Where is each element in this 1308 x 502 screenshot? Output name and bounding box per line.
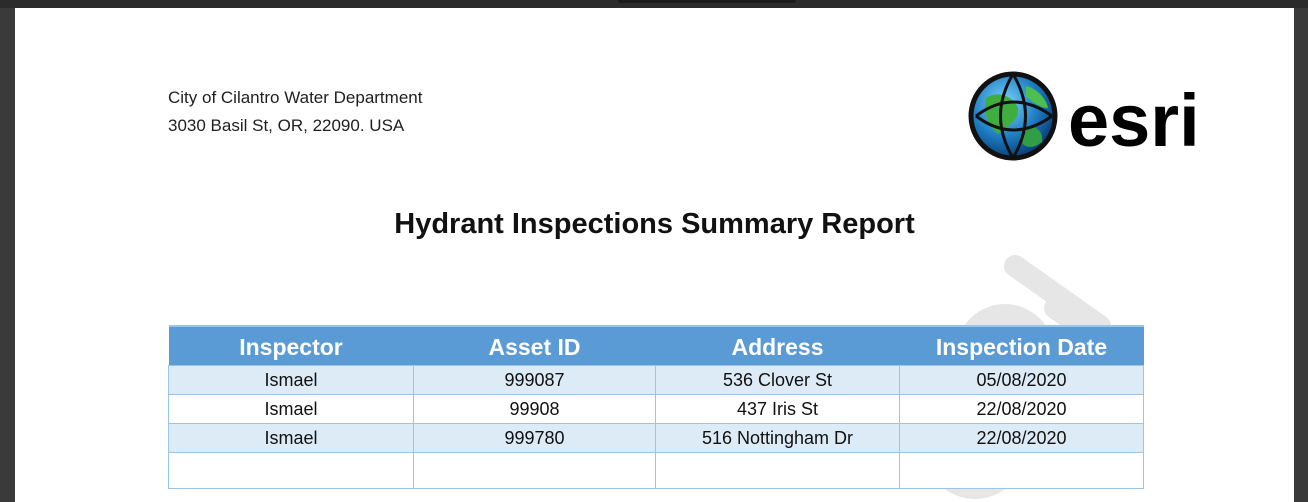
table-header-row — [169, 326, 1144, 366]
table-row — [169, 395, 1144, 424]
cell-inspection-date: 22/08/2020 — [900, 395, 1144, 424]
document-page — [15, 8, 1294, 502]
column-header-inspection-date: Inspection Date — [900, 326, 1144, 366]
cell-asset-id — [414, 453, 656, 489]
table-row — [169, 424, 1144, 453]
org-address-block — [168, 84, 422, 140]
cell-inspector: Ismael — [169, 366, 414, 395]
table-row-empty — [169, 453, 1144, 489]
cell-address: 536 Clover St — [656, 366, 900, 395]
cell-inspector: Ismael — [169, 395, 414, 424]
cell-inspection-date: 05/08/2020 — [900, 366, 1144, 395]
org-street-address: 3030 Basil St, OR, 22090. USA — [168, 116, 405, 135]
cell-address: 516 Nottingham Dr — [656, 424, 900, 453]
esri-logo — [968, 68, 1228, 168]
cell-address — [656, 453, 900, 489]
cell-asset-id: 999087 — [414, 366, 656, 395]
globe-icon — [971, 74, 1055, 158]
cell-inspection-date — [900, 453, 1144, 489]
cell-asset-id: 99908 — [414, 395, 656, 424]
inspections-table — [168, 325, 1144, 489]
column-header-asset-id: Asset ID — [414, 326, 656, 366]
column-header-address: Address — [656, 326, 900, 366]
cell-inspection-date: 22/08/2020 — [900, 424, 1144, 453]
cell-asset-id: 999780 — [414, 424, 656, 453]
report-title: Hydrant Inspections Summary Report — [394, 208, 915, 240]
logo-wordmark: esri — [1068, 79, 1200, 162]
column-header-inspector: Inspector — [169, 326, 414, 366]
cell-inspector — [169, 453, 414, 489]
cell-inspector: Ismael — [169, 424, 414, 453]
viewer-right-edge — [1294, 8, 1308, 502]
table-row — [169, 366, 1144, 395]
cell-address: 437 Iris St — [656, 395, 900, 424]
viewer-top-bar — [0, 0, 1308, 8]
viewer-tab-handle[interactable] — [618, 0, 796, 3]
org-name: City of Cilantro Water Department — [168, 88, 423, 107]
